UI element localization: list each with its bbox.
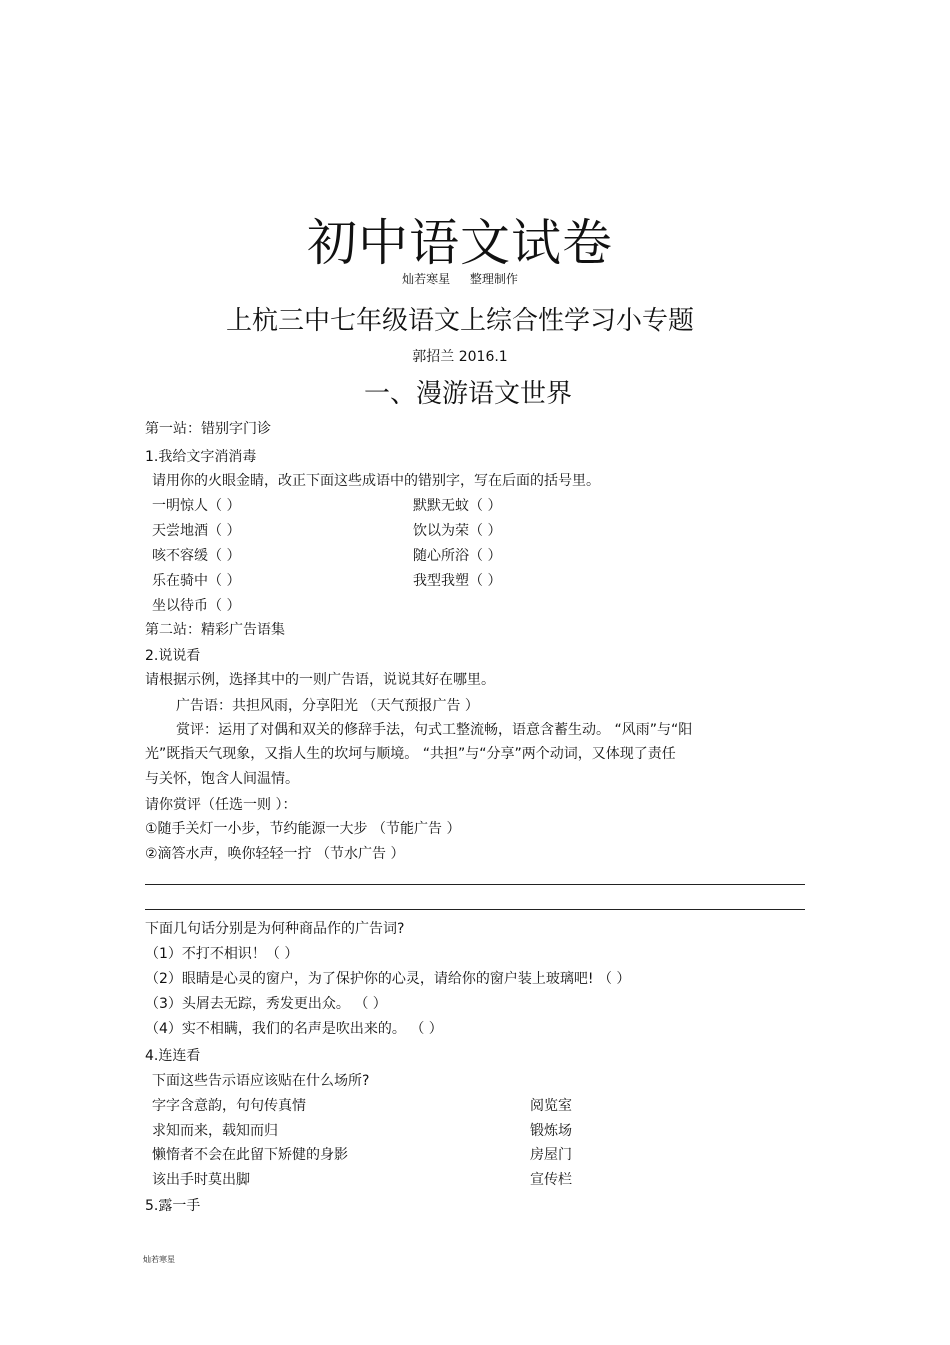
idiom-right-3: 随心所浴（ ） — [413, 548, 502, 564]
sign-place-3: 房屋门 — [530, 1147, 572, 1163]
footer-watermark: 灿若寒星 — [143, 1255, 175, 1264]
q2-option-1: ①随手关灯一小步，节约能源一大步 （节能广告 ） — [145, 821, 461, 837]
q3-item-1: （1）不打不相识！（ ） — [145, 946, 299, 962]
sign-place-2: 锻炼场 — [530, 1123, 572, 1139]
q4-title: 4.连连看 — [145, 1048, 201, 1064]
idiom-left-5: 坐以待币（ ） — [152, 598, 241, 614]
q3-title: 下面几句话分别是为何种商品作的广告词? — [145, 921, 405, 937]
station1-label: 第一站：错别字门诊 — [145, 421, 271, 437]
sign-phrase-2: 求知而来，载知而归 — [152, 1123, 278, 1139]
q2-prompt: 请你赏评（任选一则 ）： — [145, 797, 297, 813]
q2-title: 2.说说看 — [145, 648, 201, 664]
subtitle: 上杭三中七年级语文上综合性学习小专题 — [225, 306, 694, 336]
idiom-left-1: 一明惊人（ ） — [152, 498, 241, 514]
q1-instruction: 请用你的火眼金睛，改正下面这些成语中的错别字，写在后面的括号里。 — [152, 473, 600, 489]
q2-comment-line-1: 赏评：运用了对偶和双关的修辞手法，句式工整流畅，语意含蓄生动。 “风雨”与“阳 — [176, 722, 693, 738]
q2-option-2: ②滴答水声，唤你轻轻一拧 （节水广告 ） — [145, 846, 405, 862]
q2-comment-line-3: 与关怀，饱含人间温情。 — [145, 771, 299, 787]
sign-phrase-4: 该出手时莫出脚 — [152, 1172, 250, 1188]
sign-place-4: 宣传栏 — [530, 1172, 572, 1188]
idiom-right-1: 默默无蚊（ ） — [413, 498, 502, 514]
sign-phrase-3: 懒惰者不会在此留下矫健的身影 — [152, 1147, 348, 1163]
q1-title: 1.我给文字消消毒 — [145, 449, 257, 465]
q2-instruction: 请根据示例，选择其中的一则广告语，说说其好在哪里。 — [145, 672, 495, 688]
idiom-right-4: 我型我塑（ ） — [413, 573, 502, 589]
q4-instruction: 下面这些告示语应该贴在什么场所? — [152, 1073, 370, 1089]
section-heading: 一、漫游语文世界 — [363, 379, 572, 409]
q3-item-2: （2）眼睛是心灵的窗户，为了保护你的心灵，请给你的窗户装上玻璃吧! （ ） — [145, 971, 631, 987]
answer-line-2 — [145, 909, 805, 910]
sign-place-1: 阅览室 — [530, 1098, 572, 1114]
idiom-left-4: 乐在骑中（ ） — [152, 573, 241, 589]
idiom-left-2: 天尝地酒（ ） — [152, 523, 241, 539]
credit-line: 灿若寒星 整理制作 — [402, 272, 518, 286]
q3-item-4: （4）实不相瞒，我们的名声是吹出来的。 （ ） — [145, 1021, 443, 1037]
q3-item-3: （3）头屑去无踪，秀发更出众。 （ ） — [145, 996, 387, 1012]
sign-phrase-1: 字字含意韵，句句传真情 — [152, 1098, 306, 1114]
page-title: 初中语文试卷 — [307, 214, 613, 272]
q2-comment-line-2: 光”既指天气现象，又指人生的坎坷与顺境。 “共担”与“分享”两个动词，又体现了责任 — [145, 746, 676, 762]
author-line: 郭招兰 2016.1 — [412, 349, 508, 365]
q2-example: 广告语：共担风雨，分享阳光 （天气预报广告 ） — [176, 698, 479, 714]
idiom-left-3: 咳不容缓（ ） — [152, 548, 241, 564]
answer-line-1 — [145, 884, 805, 885]
station2-label: 第二站：精彩广告语集 — [145, 622, 285, 638]
idiom-right-2: 饮以为荣（ ） — [413, 523, 502, 539]
q5-title: 5.露一手 — [145, 1198, 201, 1214]
